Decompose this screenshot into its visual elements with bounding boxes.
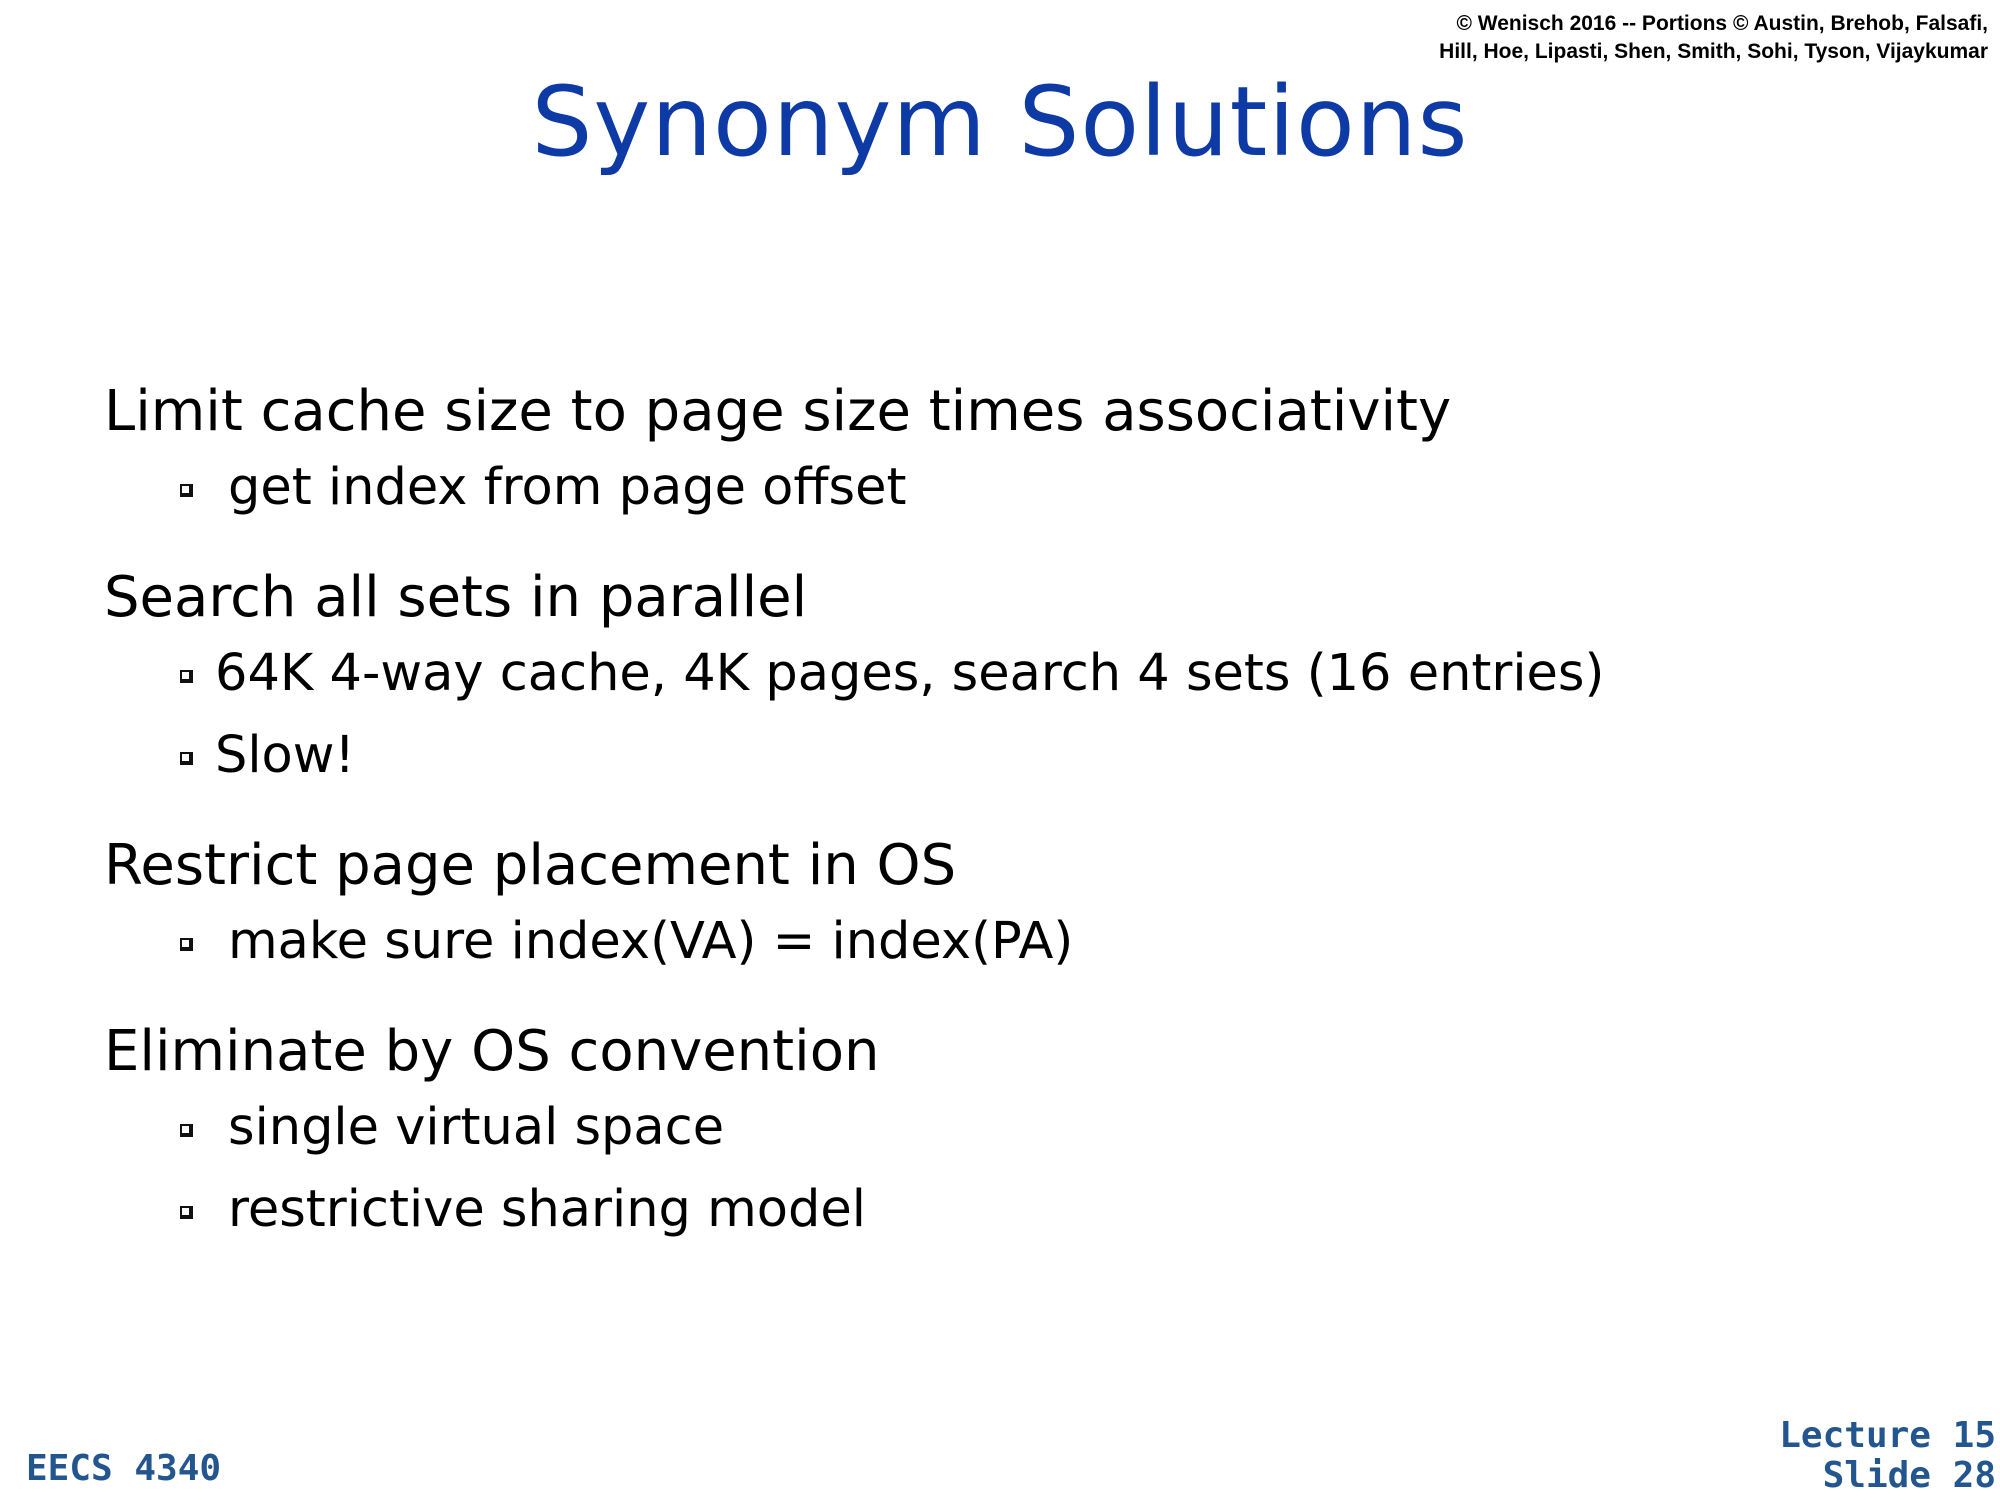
sub-point-text: Slow! (215, 726, 355, 785)
lecture-slide-label (1596, 1416, 1996, 1496)
square-bullet-icon (180, 1124, 193, 1137)
course-label: EECS 4340 (26, 1448, 222, 1489)
square-bullet-icon (180, 938, 193, 951)
bullet-group-1 (104, 378, 1904, 538)
sub-point (104, 1096, 1904, 1178)
bullet-group-3 (104, 832, 1904, 992)
copyright-notice (1088, 10, 1988, 66)
sub-point-text: single virtual space (228, 1098, 725, 1157)
sub-point (104, 724, 1904, 806)
bullet-group-2 (104, 564, 1904, 806)
slide-title: Synonym Solutions (531, 66, 1469, 178)
sub-point (104, 642, 1904, 724)
square-bullet-icon (180, 1206, 193, 1219)
main-point: Eliminate by OS convention (104, 1019, 880, 1084)
square-bullet-icon (180, 484, 193, 497)
lecture-number: Lecture 15 (1779, 1415, 1996, 1456)
copyright-line-2: Hill, Hoe, Lipasti, Shen, Smith, Sohi, Tyson, Vijaykumar (1439, 40, 1988, 63)
sub-point-text: 64K 4-way cache, 4K pages, search 4 sets (16 entries) (215, 644, 1605, 703)
sub-point (104, 456, 1904, 538)
bullet-group-4 (104, 1018, 1904, 1260)
square-bullet-icon (180, 670, 193, 683)
sub-point-text: make sure index(VA) = index(PA) (228, 912, 1074, 971)
sub-point (104, 1178, 1904, 1260)
sub-point (104, 910, 1904, 992)
main-point: Restrict page placement in OS (104, 833, 957, 898)
main-point: Limit cache size to page size times associativity (104, 379, 1452, 444)
slide-body (104, 378, 1904, 1286)
copyright-line-1: © Wenisch 2016 -- Portions © Austin, Brehob, Falsafi, (1456, 12, 1988, 35)
slide-number: Slide 28 (1822, 1455, 1996, 1496)
sub-point-text: get index from page offset (228, 458, 907, 517)
sub-point-text: restrictive sharing model (228, 1180, 866, 1239)
square-bullet-icon (180, 752, 193, 765)
main-point: Search all sets in parallel (104, 565, 808, 630)
